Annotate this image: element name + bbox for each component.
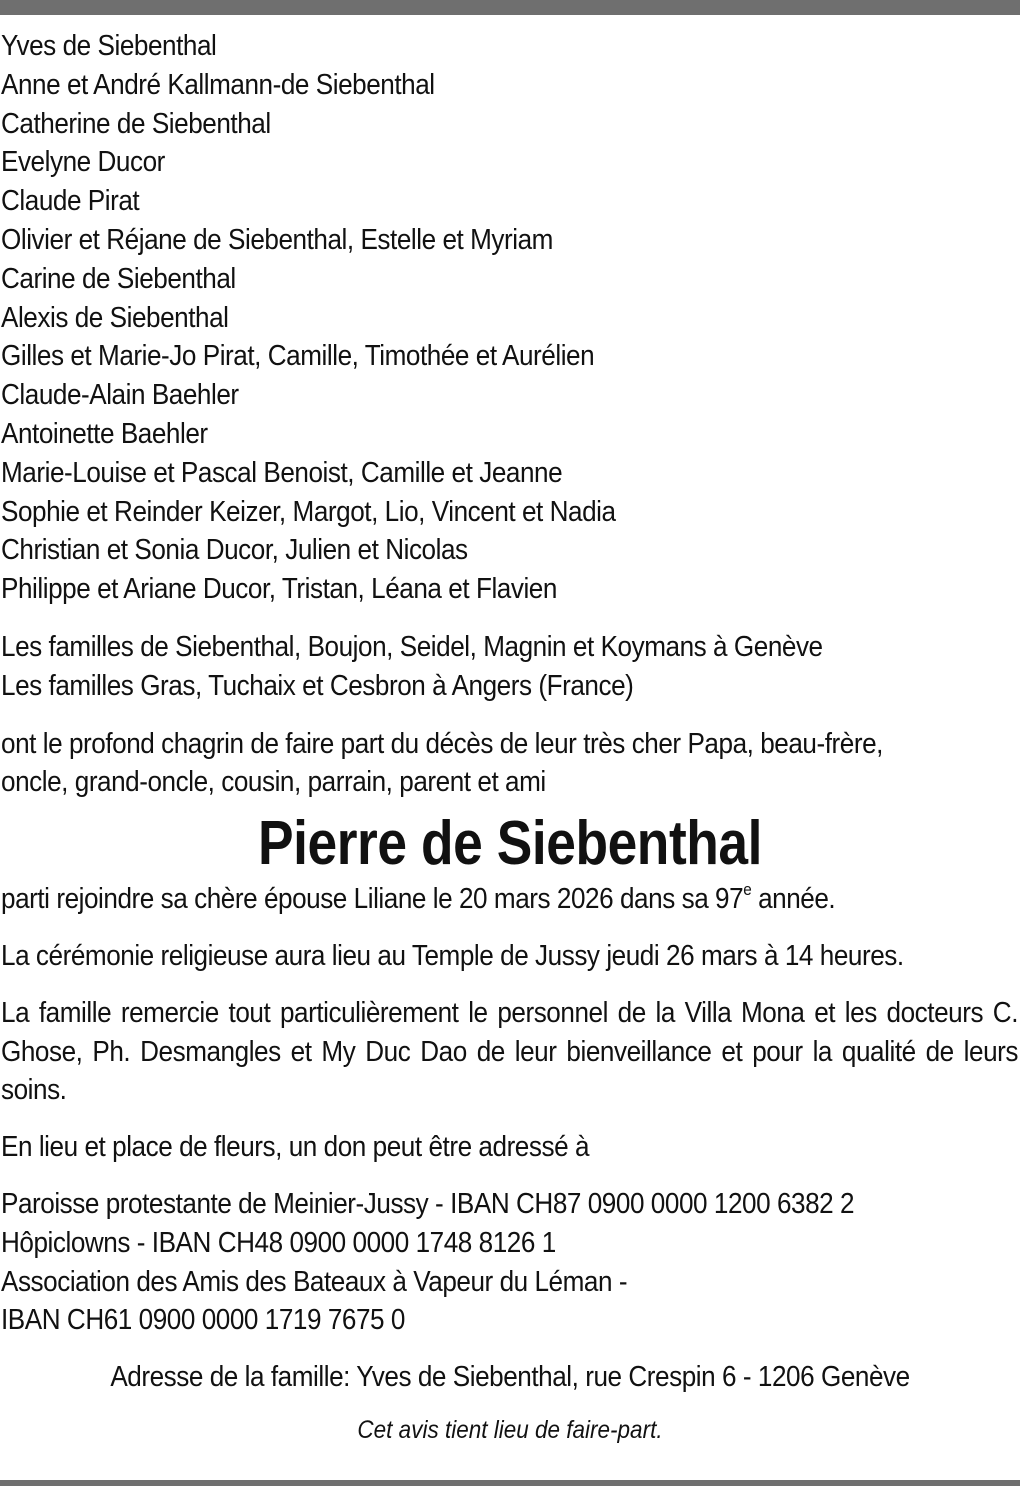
donation-intro: En lieu et place de fleurs, un don peut être adressé à: [1, 1131, 590, 1164]
donation-item: IBAN CH61 0900 0000 1719 7675 0: [1, 1304, 405, 1337]
donation-item: Hôpiclowns - IBAN CH48 0900 0000 1748 8126 1: [1, 1226, 556, 1259]
family-member: Carine de Siebenthal: [1, 262, 236, 295]
closing-note: Cet avis tient lieu de faire-part.: [357, 1415, 663, 1444]
donation-item: Paroisse protestante de Meinier-Jussy - IBAN CH87 0900 0000 1200 6382 2: [1, 1187, 855, 1220]
announcement: [1, 725, 1019, 803]
families-list: [1, 628, 1019, 706]
family-group: Les familles de Siebenthal, Boujon, Seidel, Magnin et Koymans à Genève: [1, 630, 823, 663]
donation-item: Association des Amis des Bateaux à Vapeur du Léman -: [1, 1265, 628, 1298]
family-member: Evelyne Ducor: [1, 146, 165, 179]
family-member: Sophie et Reinder Keizer, Margot, Lio, Vincent et Nadia: [1, 495, 616, 528]
family-member: Philippe et Ariane Ducor, Tristan, Léana et Flavien: [1, 573, 557, 606]
family-address: Adresse de la famille: Yves de Siebenthal, rue Crespin 6 - 1206 Genève: [110, 1361, 910, 1394]
thanks-paragraph: La famille remercie tout particulièrement le personnel de la Villa Mona et les docteurs C. Ghose, Ph. Desmangles et My Duc Dao de leur bienveillance et pour la qualité de leurs soins.: [1, 996, 1018, 1107]
family-member: Claude Pirat: [1, 185, 140, 218]
deceased-name: Pierre de Siebenthal: [257, 809, 763, 879]
family-member: Marie-Louise et Pascal Benoist, Camille et Jeanne: [1, 456, 563, 489]
family-member: Catherine de Siebenthal: [1, 107, 271, 140]
family-member: Claude-Alain Baehler: [1, 379, 239, 412]
family-member: Alexis de Siebenthal: [1, 301, 229, 334]
family-members-list: [1, 27, 1019, 609]
announcement-line: oncle, grand-oncle, cousin, parrain, parent et ami: [1, 766, 546, 799]
family-group: Les familles Gras, Tuchaix et Cesbron à Angers (France): [1, 669, 634, 702]
family-member: Antoinette Baehler: [1, 417, 208, 450]
passing-statement: [1, 880, 917, 919]
obituary-notice: [1, 27, 1019, 1449]
ceremony-info: La cérémonie religieuse aura lieu au Temple de Jussy jeudi 26 mars à 14 heures.: [1, 939, 904, 972]
family-member: Anne et André Kallmann-de Siebenthal: [1, 68, 435, 101]
family-member: Yves de Siebenthal: [1, 30, 217, 62]
announcement-line: ont le profond chagrin de faire part du décès de leur très cher Papa, beau-frère,: [1, 727, 883, 760]
top-rule: [0, 0, 1020, 15]
family-member: Olivier et Réjane de Siebenthal, Estelle et Myriam: [1, 223, 553, 256]
ordinal-suffix: e: [743, 880, 752, 900]
donation-list: [1, 1185, 1019, 1340]
bottom-rule: [0, 1480, 1020, 1486]
passing-text: parti rejoindre sa chère épouse Liliane le 20 mars 2026 dans sa 97: [1, 883, 744, 916]
family-member: Gilles et Marie-Jo Pirat, Camille, Timothée et Aurélien: [1, 340, 595, 373]
passing-text-end: année.: [751, 883, 836, 916]
family-member: Christian et Sonia Ducor, Julien et Nicolas: [1, 534, 468, 567]
